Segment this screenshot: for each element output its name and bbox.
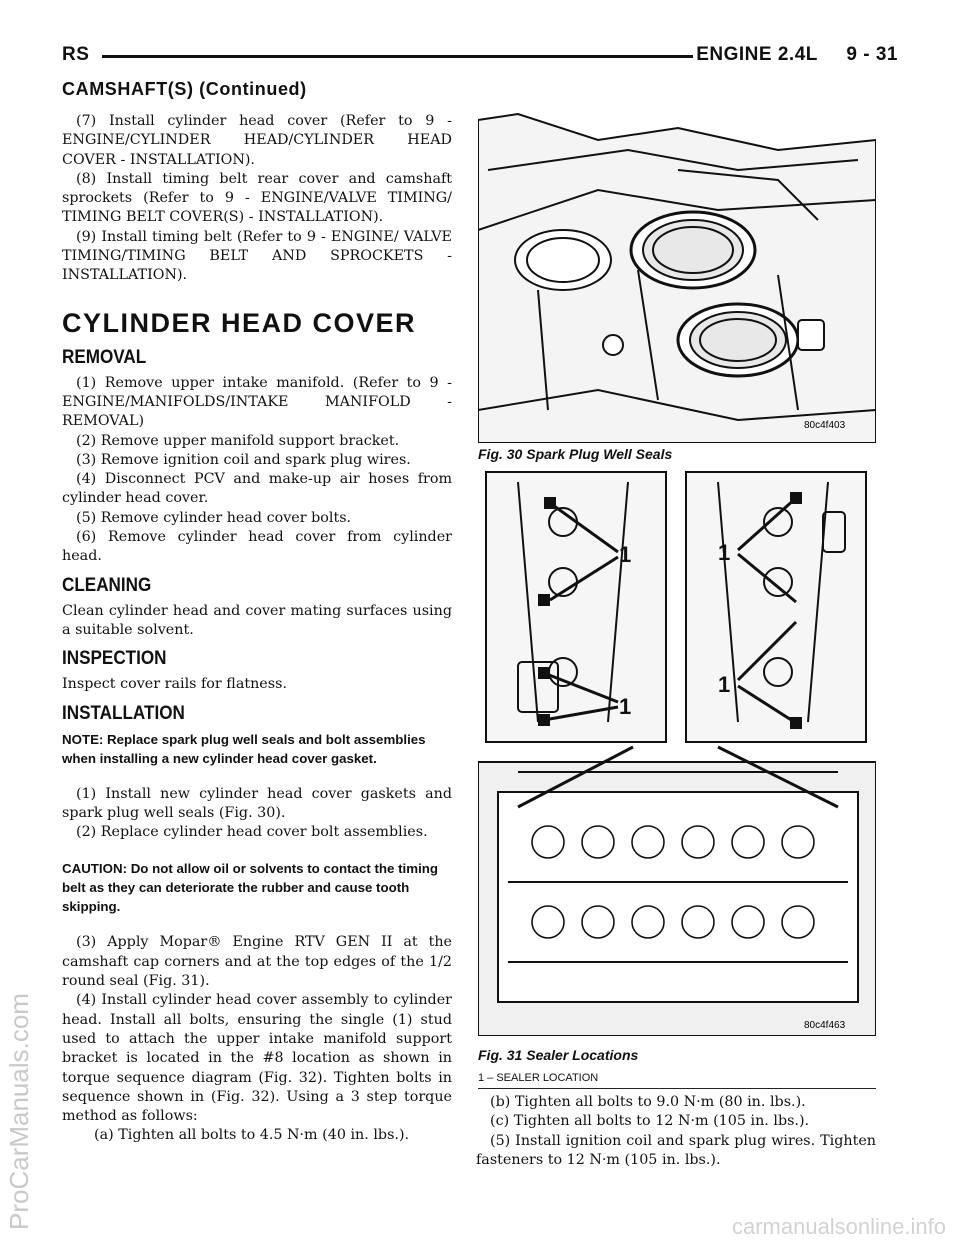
torque-substep-a: (a) Tighten all bolts to 4.5 N·m (40 in. lbs.).	[94, 1127, 410, 1144]
section-continued-title: CAMSHAFT(S) (Continued)	[62, 79, 307, 99]
spark-plug-well-seals-illustration	[478, 110, 876, 443]
torque-substep-c: (c) Tighten all bolts to 12 N·m (105 in. lbs.).	[490, 1113, 810, 1130]
right-column-text	[476, 1093, 876, 1170]
sealer-locations-illustration	[478, 462, 876, 1036]
left-column	[62, 112, 452, 1146]
install-step-5: (5) Install ignition coil and spark plug wires. Tighten fasteners to 12 N·m (105 in. lbs.).	[476, 1132, 876, 1168]
removal-step-2: (2) Remove upper manifold support bracket.	[76, 432, 400, 449]
camshaft-step-7: (7) Install cylinder head cover (Refer to 9 - ENGINE/CYLINDER HEAD/CYLINDER HEAD COVER - INSTALLATION).	[62, 113, 452, 168]
header-rule	[102, 55, 693, 58]
install-step-4: (4) Install cylinder head cover assembly to cylinder head. Install all bolts, ensuring the single (1) stud used to attach the upper intake manifold support bracket is located in the #8 location as shown in torque sequence diagram (Fig. 32). Tighten bolts in sequence shown in (Fig. 32). Using a 3 step torque method as follows:	[62, 992, 452, 1125]
header-page-info: ENGINE 2.4L 9 - 31	[696, 44, 898, 65]
removal-step-5: (5) Remove cylinder head cover bolts.	[76, 509, 352, 526]
install-step-3: (3) Apply Mopar® Engine RTV GEN II at the camshaft cap corners and at the top edges of the 1/2 round seal (Fig. 31).	[62, 934, 452, 990]
side-watermark: ProCarManuals.com	[4, 993, 34, 1230]
inspection-heading: INSPECTION	[62, 648, 167, 670]
installation-note: NOTE: Replace spark plug well seals and bolt assemblies when installing a new cylinder head cover gasket.	[62, 731, 426, 766]
fig31-code: 80c4f463	[804, 1020, 846, 1031]
torque-substep-b: (b) Tighten all bolts to 9.0 N·m (80 in. lbs.).	[490, 1094, 806, 1110]
callout-1: 1	[718, 540, 731, 565]
installation-caution: CAUTION: Do not allow oil or solvents to contact the timing belt as they can deteriorate the rubber and cause tooth skipping.	[62, 861, 439, 915]
footer-watermark: carmanualsonline.info	[731, 1214, 946, 1239]
removal-step-4: (4) Disconnect PCV and make-up air hoses from cylinder head cover.	[62, 471, 452, 507]
header-section-code: RS	[62, 44, 90, 65]
callout-1: 1	[718, 672, 731, 697]
fig30-caption: Fig. 30 Spark Plug Well Seals	[478, 446, 673, 462]
removal-step-6: (6) Remove cylinder head cover from cylinder head.	[62, 529, 452, 565]
camshaft-step-8: (8) Install timing belt rear cover and camshaft sprockets (Refer to 9 - ENGINE/VALVE TIMING/ TIMING BELT COVER(S) - INSTALLATION).	[62, 170, 452, 226]
install-step-2: (2) Replace cylinder head cover bolt assemblies.	[76, 824, 428, 841]
install-step-1: (1) Install new cylinder head cover gaskets and spark plug well seals (Fig. 30).	[62, 785, 452, 821]
fig30-code: 80c4f403	[804, 420, 846, 431]
cleaning-heading: CLEANING	[62, 574, 152, 596]
installation-heading: INSTALLATION	[62, 702, 185, 724]
callout-1: 1	[619, 542, 632, 567]
cleaning-text: Clean cylinder head and cover mating surfaces using a suitable solvent.	[62, 602, 452, 638]
callout-1: 1	[619, 694, 632, 719]
page-header	[62, 42, 898, 76]
fig31-caption: Fig. 31 Sealer Locations	[478, 1047, 639, 1063]
main-title: CYLINDER HEAD COVER	[62, 307, 417, 338]
fig31-legend: 1 – SEALER LOCATION	[478, 1072, 599, 1084]
removal-heading: REMOVAL	[62, 346, 147, 368]
legend-rule	[478, 1088, 876, 1089]
removal-step-1: (1) Remove upper intake manifold. (Refer to 9 - ENGINE/MANIFOLDS/INTAKE MANIFOLD - REMOVAL)	[62, 374, 452, 430]
camshaft-step-9: (9) Install timing belt (Refer to 9 - ENGINE/ VALVE TIMING/TIMING BELT AND SPROCKETS - INSTALLATION).	[62, 228, 452, 284]
inspection-text: Inspect cover rails for flatness.	[62, 676, 287, 693]
removal-step-3: (3) Remove ignition coil and spark plug wires.	[76, 451, 411, 468]
